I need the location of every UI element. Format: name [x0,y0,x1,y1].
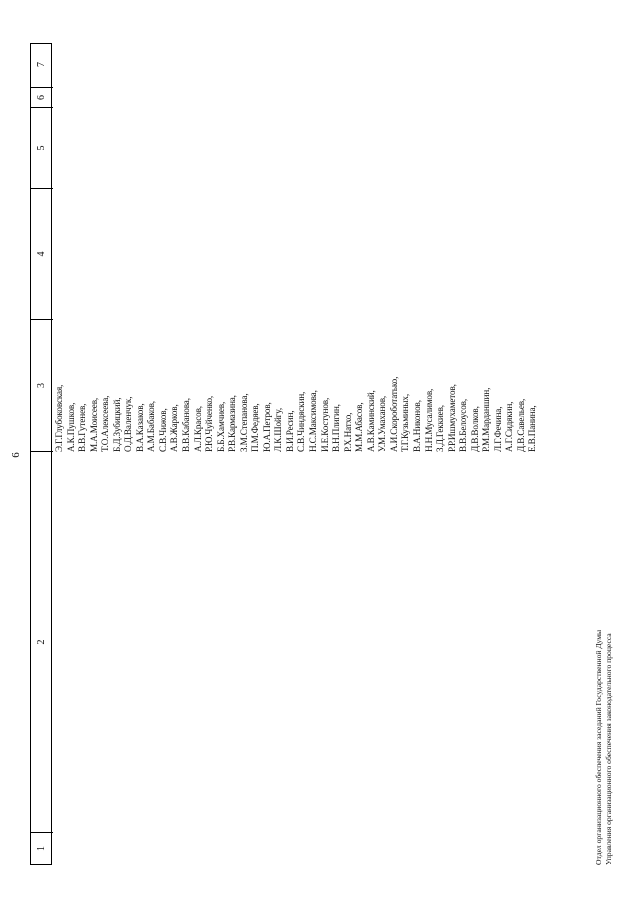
list-item: М.А.Моисеев, [88,397,99,452]
column-header-2: 2 [31,451,53,832]
list-item: В.Н.Плигин, [331,404,342,452]
list-item: Д.В.Волков, [469,406,480,452]
list-item: В.В.Кабанова, [181,398,192,452]
list-item: Д.В.Савельев, [515,398,526,452]
list-item: П.М.Федяев, [250,403,261,452]
list-item: В.В.Гутенев, [77,403,88,452]
list-item: С.В.Чиндяскин, [296,391,307,452]
list-item: Э.Г.Глубоковская, [54,384,64,452]
list-item: Т.О.Алексеева, [100,395,111,452]
list-item: И.Е.Костунов, [319,397,330,452]
list-item: У.М.Умаханов, [377,395,388,452]
list-item: Н.Н.Мусалимов, [423,388,434,452]
footer-line-2: Управления организационного обеспечения законодательного процесса [604,633,613,865]
list-item: С.В.Чижов, [157,408,168,452]
list-item: Б.Б.Хамчиев, [215,401,226,452]
column-header-3: 3 [31,319,53,451]
page-number: 6 [10,452,22,458]
list-item: Ю.А.Петров, [261,402,272,452]
column-header-7: 7 [36,62,47,67]
list-item: Т.Г.Кузьминых, [400,393,411,452]
names-list [54,242,539,452]
list-item: В.А.Казаков, [134,403,145,452]
list-item: Р.Х.Натхо, [342,412,353,452]
list-item: Н.С.Максимова, [308,390,319,452]
column-header-4: 4 [31,188,53,319]
list-item: Р.В.Кармазина, [227,395,238,452]
list-item: А.Л.Красов, [192,406,203,452]
list-item: Р.М.Марданшин, [481,387,492,452]
column-header-6: 6 [31,87,53,107]
list-item: Л.К.Шойгу, [273,408,284,452]
list-item: А.Г.Сидякин, [504,401,515,452]
list-item: В.В.Белоусов, [458,399,469,452]
list-item: О.Д.Валенчук, [123,396,134,452]
list-item: Л.Г.Фечина, [492,406,503,452]
list-item: В.А.Никонов, [411,400,422,452]
list-item: З.Д.Геккиев, [435,405,446,452]
list-item: А.В.Жарков, [169,404,180,452]
list-item: Р.Ю.Чуйченко, [204,395,215,452]
list-item: А.В.Каминский, [365,390,376,452]
list-item: Е.В.Панина, [527,405,538,452]
table [30,43,596,865]
list-item: А.К.Пушков, [65,402,76,452]
table-header-row [30,43,52,865]
column-header-5: 5 [31,107,53,188]
footer-line-1: Отдел организационного обеспечения заседаний Государственной Думы [594,629,603,865]
list-item: Б.Д.Зубицкий, [111,397,122,452]
list-item: М.М.Абасов, [354,402,365,452]
list-item: В.И.Ресин, [284,410,295,452]
list-item: З.М.Степанова, [238,393,249,452]
list-item: Р.Р.Ишмухаметов, [446,384,457,452]
list-item: А.М.Бабаков, [146,401,157,452]
footer-note [594,630,614,865]
list-item: А.И.Скороботатько, [388,376,399,452]
column-header-1: 1 [31,832,53,864]
